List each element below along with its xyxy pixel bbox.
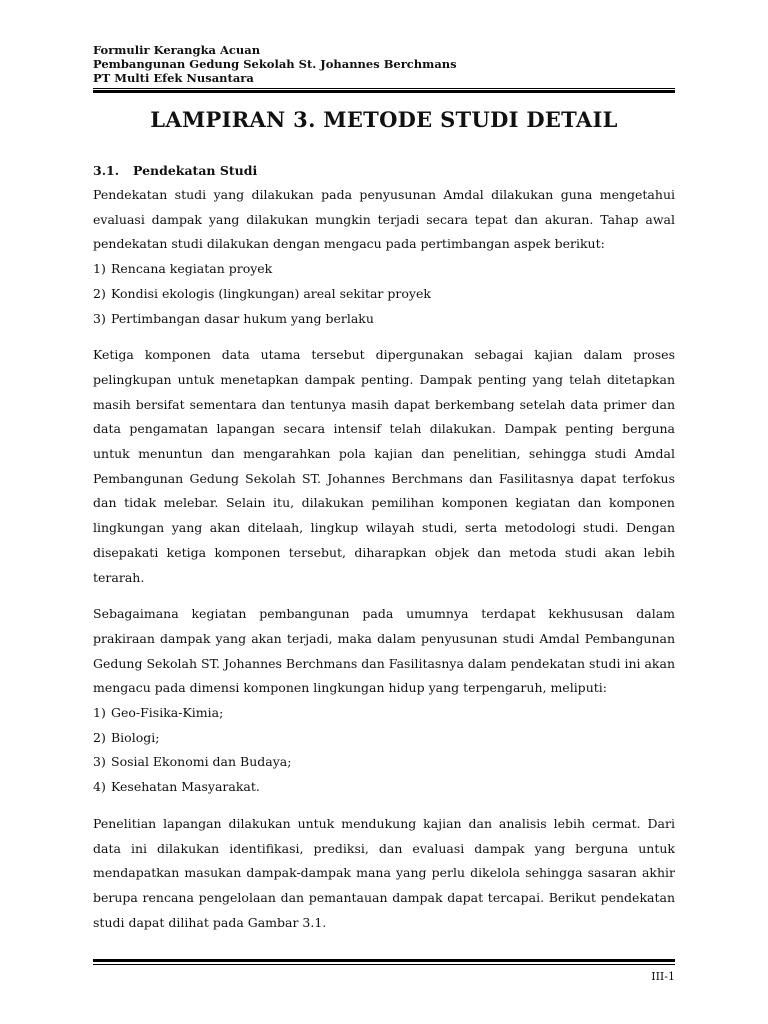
page-title: LAMPIRAN 3. METODE STUDI DETAIL [150,107,618,132]
document-header [93,43,675,85]
list-item-text: Sosial Ekonomi dan Budaya; [111,754,292,770]
list-item [93,257,675,282]
body-content [93,183,675,935]
section-title: Pendekatan Studi [133,163,258,178]
list-item-number: 2) [93,285,106,301]
header-project-title: Pembangunan Gedung Sekolah St. Johannes Berchmans [93,57,457,71]
list-item-text: Biologi; [111,729,160,745]
list-item-number: 4) [93,779,106,795]
list-item-number: 3) [93,754,106,770]
page-number: III-1 [651,970,675,983]
header-form-title: Formulir Kerangka Acuan [93,43,261,57]
section-heading [93,163,257,178]
list-item-number: 1) [93,705,106,721]
list-item [93,307,675,332]
header-company-name: PT Multi Efek Nusantara [93,71,254,85]
list-item-text: Rencana kegiatan proyek [111,261,273,277]
list-item-number: 1) [93,261,106,277]
list-item-text: Pertimbangan dasar hukum yang berlaku [111,310,374,326]
list-item [93,750,675,775]
list-item-text: Kondisi ekologis (lingkungan) areal sekitar proyek [111,285,431,301]
list-item-number: 2) [93,729,106,745]
paragraph-field-research: Penelitian lapangan dilakukan untuk mendukung kajian dan analisis lebih cermat. Dari data ini dilakukan identifikasi, prediksi, dan evaluasi dampak yang berguna untuk mendapatkan masukan dampak-dampak mana yang perlu dikelola sehingga sasaran akhir berupa rencana pengelolaan dan pemantauan dampak dapat tercapai. Berikut pendekatan studi dapat dilihat pada Gambar 3.1. [93,815,675,930]
paragraph-dimensions: Sebagaimana kegiatan pembangunan pada umumnya terdapat kekhususan dalam prakiraan dampak yang akan terjadi, maka dalam penyusunan studi Amdal Pembangunan Gedung Sekolah ST. Johannes Berchmans dan Fasilitasnya dalam pendekatan studi ini akan mengacu pada dimensi komponen lingkungan hidup yang terpengaruh, meliputi: [93,606,675,696]
list-item-number: 3) [93,310,106,326]
component-list [93,701,675,800]
list-item [93,726,675,751]
list-item [93,701,675,726]
aspect-list [93,257,675,331]
header-rule-thick [93,90,675,93]
footer-rule-thin [93,964,675,965]
section-number: 3.1. [93,163,120,178]
list-item-text: Kesehatan Masyarakat. [111,779,260,795]
footer-rule-thick [93,959,675,962]
header-rule-thin [93,88,675,89]
paragraph-scoping: Ketiga komponen data utama tersebut dipergunakan sebagai kajian dalam proses pelingkupan untuk menetapkan dampak penting. Dampak penting yang telah ditetapkan masih bersifat sementara dan tentunya masih dapat berkembang setelah data primer dan data pengamatan lapangan secara intensif telah dilakukan. Dampak penting berguna untuk menuntun dan mengarahkan pola kajian dan penelitian, sehingga studi Amdal Pembangunan Gedung Sekolah ST. Johannes Berchmans dan Fasilitasnya dapat terfokus dan tidak melebar. Selain itu, dilakukan pemilihan komponen kegiatan dan komponen lingkungan yang akan ditelaah, lingkup wilayah studi, serta metodologi studi. Dengan disepakati ketiga komponen tersebut, diharapkan objek dan metoda studi akan lebih terarah. [93,347,675,585]
list-item [93,775,675,800]
paragraph-intro: Pendekatan studi yang dilakukan pada penyusunan Amdal dilakukan guna mengetahui evaluasi dampak yang dilakukan mungkin terjadi secara tepat dan akuran. Tahap awal pendekatan studi dilakukan dengan mengacu pada pertimbangan aspek berikut: [93,187,675,252]
list-item-text: Geo-Fisika-Kimia; [111,705,224,721]
list-item [93,282,675,307]
